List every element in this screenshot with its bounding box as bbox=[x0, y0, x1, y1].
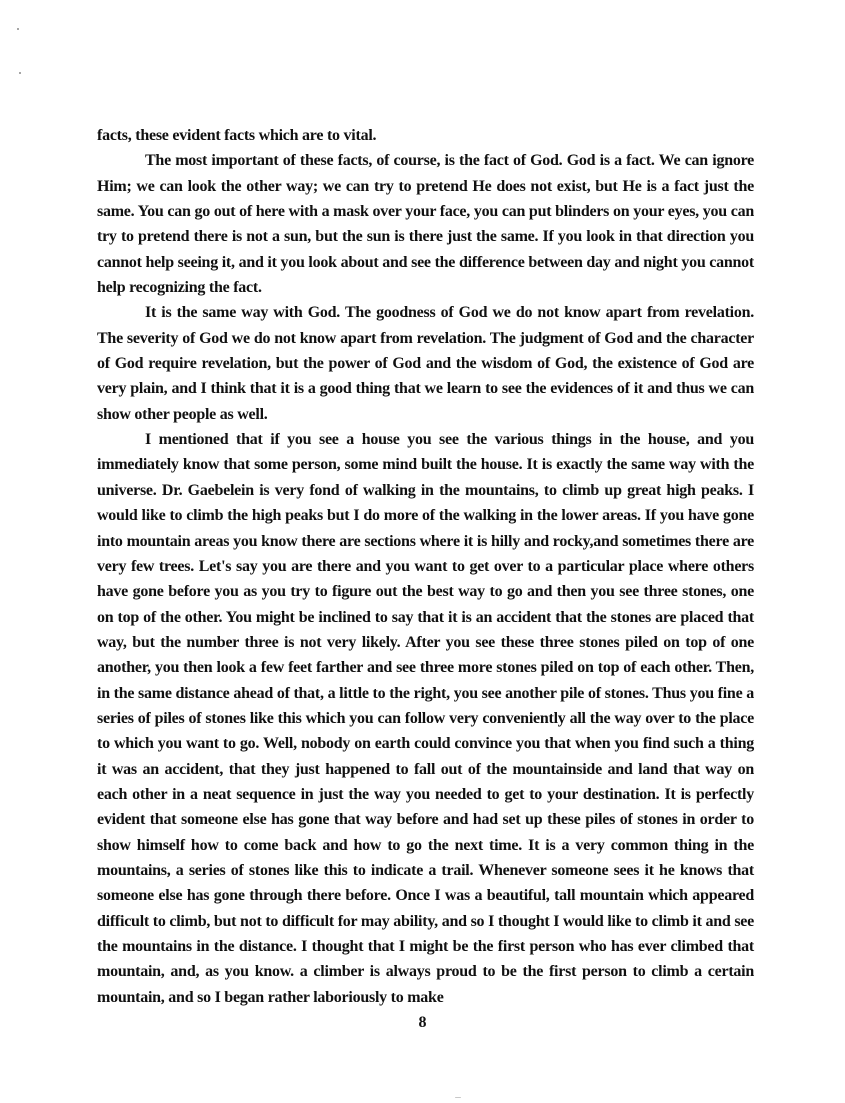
paragraph: The most important of these facts, of course, is the fact of God. God is a fact. We can ignore Him; we can look the other way; we can try to pretend He does not exist, but He is a fact just the same. You can go out of here with a mask over your face, you can put blinders on your eyes, you can try to pretend there is not a sun, but the sun is there just the same. If you look in that direction you cannot help seeing it, and it you look about and see the difference between day and night you cannot help recognizing the fact. bbox=[97, 152, 754, 297]
body-text bbox=[97, 123, 754, 1010]
paragraph: I mentioned that if you see a house you see the various things in the house, and you immediately know that some person, some mind built the house. It is exactly the same way with the universe. Dr. Gaebelein is very fond of walking in the mountains, to climb up great high peaks. I would like to climb the high peaks but I do more of the walking in the lower areas. If you have gone into mountain areas you know there are sections where it is hilly and rocky,and sometimes there are very few trees. Let's say you are there and you want to get over to a particular place where others have gone before you as you try to figure out the best way to go and then you see three stones, one on top of the other. You might be inclined to say that it is an accident that the stones are placed that way, but the number three is not very likely. After you see these three stones piled on top of one another, you then look a few feet farther and see three more stones piled on top of each other. Then, in the same distance ahead of that, a little to the right, you see another pile of stones. Thus you fine a series of piles of stones like this which you can follow very conveniently all the way over to the place to which you want to go. Well, nobody on earth could convince you that when you find such a thing it was an accident, that they just happened to fall out of the mountainside and land that way on each other in a neat sequence in just the way you needed to get to your destination. It is perfectly evident that someone else has gone that way before and had set up these piles of stones in order to show himself how to come back and how to go the next time. It is a very common thing in the mountains, a series of stones like this to indicate a trail. Whenever someone sees it he knows that someone else has gone through there before. Once I was a beautiful, tall mountain which appeared difficult to climb, but not to difficult for may ability, and so I thought I would like to climb it and see the mountains in the distance. I thought that I might be the first person who has ever climbed that mountain, and, as you know. a climber is always proud to be the first person to climb a certain mountain, and so I began rather laboriously to make bbox=[97, 431, 754, 1006]
scan-speck bbox=[17, 28, 19, 30]
paragraph-continuation: facts, these evident facts which are to vital. bbox=[97, 127, 377, 144]
scan-speck bbox=[455, 1097, 461, 1098]
page-number: 8 bbox=[418, 1014, 427, 1031]
paragraph: It is the same way with God. The goodness of God we do not know apart from revelation. The severity of God we do not know apart from revelation. The judgment of God and the character of God require revelation, but the power of God and the wisdom of God, the existence of God are very plain, and I think that it is a good thing that we learn to see the evidences of it and thus we can show other people as well. bbox=[97, 304, 754, 423]
scan-speck bbox=[19, 72, 21, 74]
